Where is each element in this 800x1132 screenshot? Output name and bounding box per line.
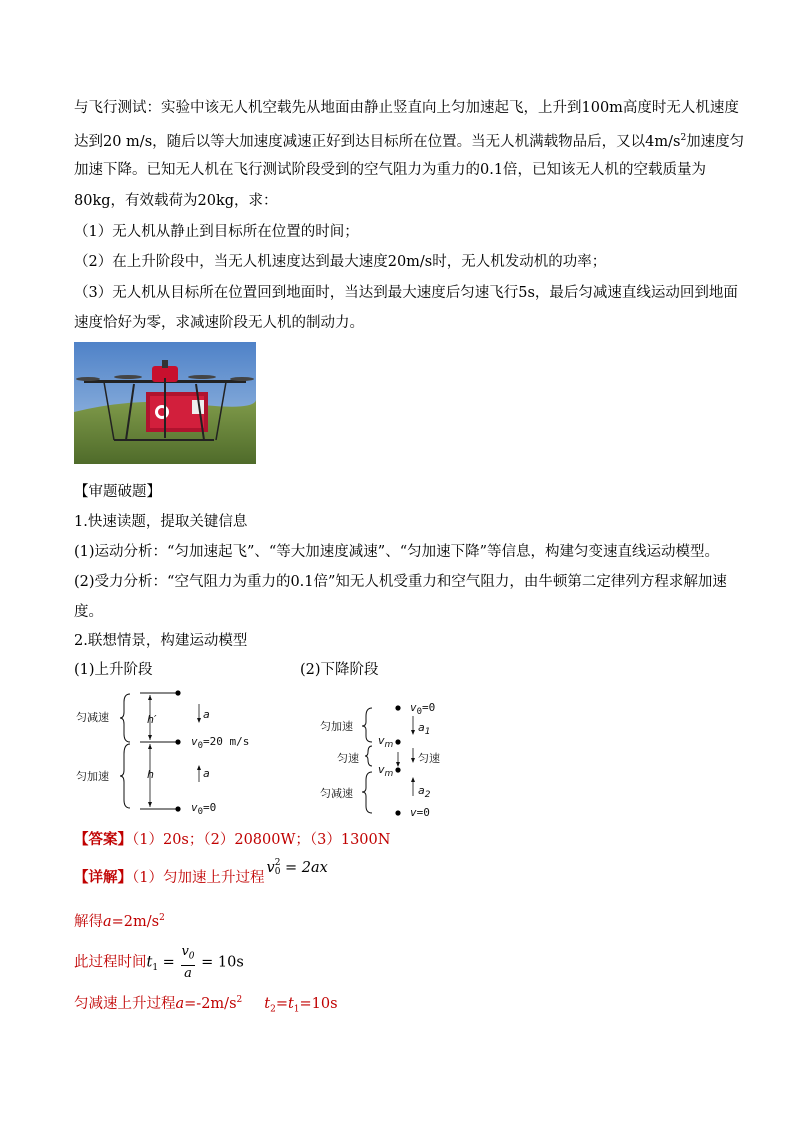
descent-dot-top [395, 705, 400, 710]
problem-line-2b: 加速度匀 [686, 133, 745, 150]
detail-step-1: （1）匀加速上升过程 [132, 870, 265, 886]
descent-decel-label: 匀减速 [320, 787, 353, 800]
problem-line-2 [74, 128, 744, 152]
ascent-bot-dot [175, 806, 180, 811]
problem-line-1: 与飞行测试：实验中该无人机空载先从地面由静止竖直向上匀加速起飞，上升到100m高度时无人机速度 [74, 100, 739, 116]
ascent-decel-label: 匀减速 [76, 711, 109, 724]
detail-time-1: 此过程时间$t_1$ = $\frac{v_0}{a}$ = 10s [74, 944, 244, 981]
answer-line [74, 830, 390, 850]
ascent-h2-arrowhead-up [148, 744, 152, 749]
ascent-a-up-arrowhead [197, 765, 201, 770]
descent-brace-accel [362, 708, 372, 742]
diagram-down-title: (2)下降阶段 [300, 662, 379, 678]
ascent-brace-decel [120, 694, 130, 742]
analysis-step-1b-line2: 度。 [74, 604, 103, 620]
descent-dot-vm1 [395, 739, 400, 744]
question-3b: 速度恰好为零，求减速阶段无人机的制动力。 [74, 315, 364, 331]
detail-solution-a: 解得$a=2m/s^2$ [74, 913, 165, 930]
ascent-brace-accel [120, 744, 130, 808]
detail-line-1 [74, 858, 328, 888]
detail-label: 【详解】 [74, 869, 132, 886]
ascent-a-bot-label: a [203, 767, 210, 780]
ascent-a-down-arrowhead [197, 718, 201, 723]
descent-dot-vm2 [395, 767, 400, 772]
descent-brace-uniform [365, 746, 372, 766]
descent-dot-bottom [395, 810, 400, 815]
question-1: （1）无人机从静止到目标所在位置的时间； [74, 224, 359, 240]
descent-uniform-arrowhead [411, 758, 415, 763]
equation-1: v 2 0 = 2ax [266, 858, 328, 877]
answer-label: 【答案】 [74, 831, 132, 848]
answer-text: （1）20s；（2）20800W；（3）1300N [132, 832, 391, 848]
diagram-up-title: (1)上升阶段 [74, 662, 153, 678]
ascent-top-dot [175, 690, 180, 695]
ascent-v0-mid-label: $v_0=20$ m/s [191, 735, 250, 752]
descent-a2-arrowhead [411, 777, 415, 782]
ascent-accel-label: 匀加速 [76, 770, 109, 783]
descent-brace-decel [362, 772, 372, 813]
question-3a: （3）无人机从目标所在位置回到地面时，当达到最大速度后匀速飞行5s，最后匀减速直线运动回到地面 [74, 285, 738, 301]
analysis-step-1a: (1)运动分析：“匀加速起飞”、“等大加速度减速”、“匀加速下降”等信息，构建匀变速直线运动模型。 [74, 544, 720, 560]
descent-a1-arrowhead [411, 730, 415, 735]
descent-uniform-label: 匀速 [337, 752, 359, 765]
problem-line-3: 加速下降。已知无人机在飞行测试阶段受到的空气阻力为重力的0.1倍，已知该无人机的空载质量为 [74, 162, 707, 178]
descent-vm-arrowhead [396, 762, 400, 767]
ascent-v0-bot-label: $v_0=0$ [191, 801, 217, 818]
descent-vend-label: v=0 [410, 806, 430, 819]
ascent-h1-label: h′ [147, 713, 157, 726]
analysis-step-1b-line1: (2)受力分析：“空气阻力为重力的0.1倍”知无人机受重力和空气阻力，由牛顿第二定律列方程求解加速 [74, 574, 727, 590]
descent-uniform-side-label: 匀速 [418, 752, 440, 765]
ascent-h2-label: h [147, 768, 154, 781]
ascent-h1-arrowhead-down [148, 735, 152, 740]
drone-photo [74, 342, 256, 464]
analysis-step-2: 2.联想情景，构建运动模型 [74, 633, 248, 649]
descent-vm1-label: $v_m$ [378, 734, 394, 751]
analysis-header: 【审题破题】 [74, 484, 161, 500]
descent-v0-label: $v_0=0$ [410, 701, 436, 718]
ascent-diagram [70, 686, 300, 816]
question-2: （2）在上升阶段中，当无人机速度达到最大速度20m/s时，无人机发动机的功率； [74, 254, 607, 270]
descent-vm2-label: $v_m$ [378, 763, 394, 780]
detail-decel: 匀减速上升过程$a=-2m/s^2$ $t_2=t_1=10s$ [74, 995, 338, 1015]
ascent-h1-arrowhead-up [148, 695, 152, 700]
time-fraction: $\frac{v_0}{a}$ [181, 944, 195, 981]
unit-exponent: 2 [680, 133, 687, 143]
problem-line-2a: 达到20 m/s，随后以等大加速度减速正好到达目标所在位置。当无人机满载物品后，又以4m/s [74, 133, 681, 150]
descent-a1-label: $a_1$ [418, 721, 431, 738]
ascent-h2-arrowhead-down [148, 802, 152, 807]
drone-illustration [74, 342, 256, 464]
descent-accel-label: 匀加速 [320, 720, 353, 733]
problem-line-4: 80kg，有效载荷为20kg，求： [74, 193, 278, 209]
ascent-a-top-label: a [203, 708, 210, 721]
analysis-step-1: 1.快速读题，提取关键信息 [74, 514, 248, 530]
ascent-mid-dot [175, 739, 180, 744]
descent-a2-label: $a_2$ [418, 784, 431, 801]
